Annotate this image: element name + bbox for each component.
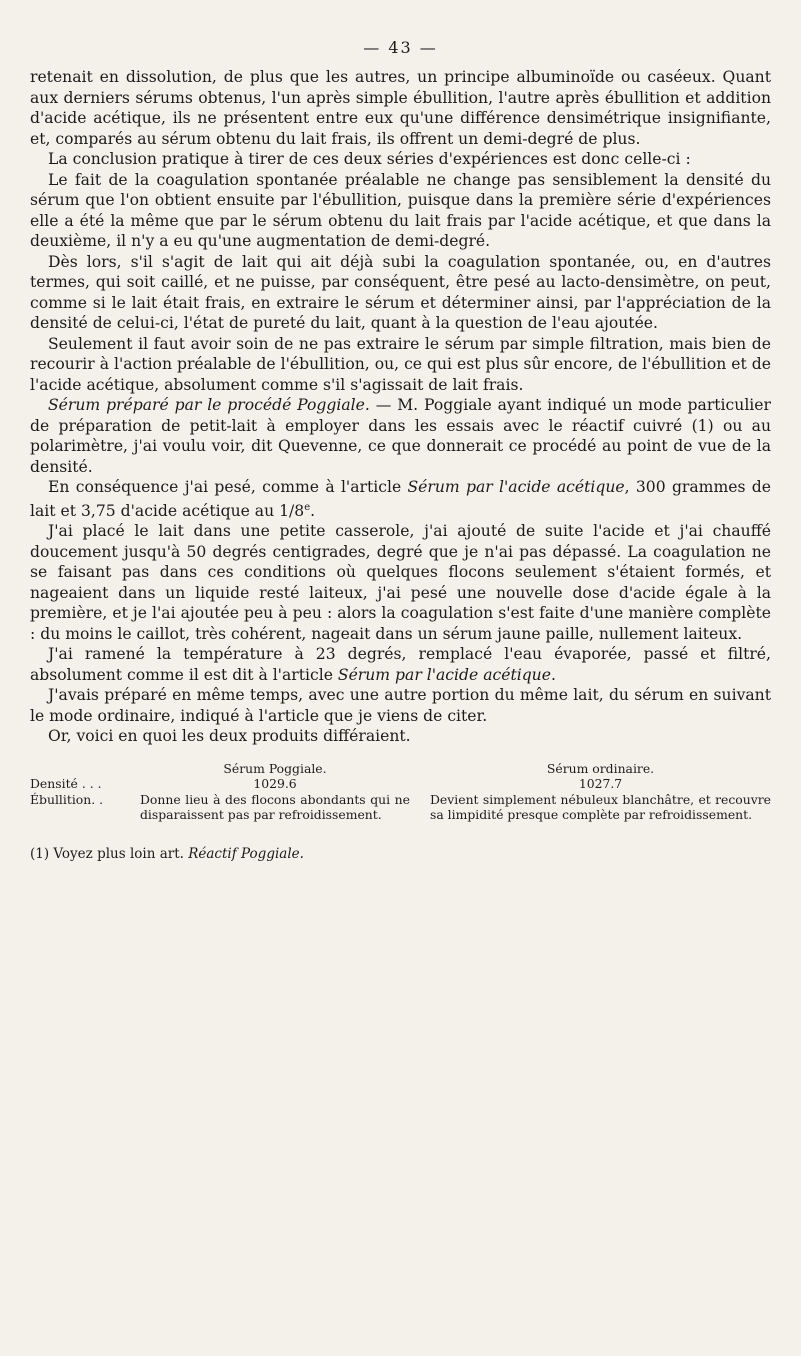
paragraph-consequence — [30, 477, 771, 521]
consequence-text-2: , 300 grammes de lait et 3,75 d'acide acétique au 1/8 — [30, 478, 771, 520]
ramene-text-1: J'ai ramené la température à 23 degrés, remplacé l'eau évaporée, passé et filtré, absolument comme il est dit à l'article — [30, 645, 771, 684]
superscript: e — [304, 501, 311, 513]
paragraph-casserole: J'ai placé le lait dans une petite casserole, j'ai ajouté de suite l'acide et j'ai chauffé doucement jusqu'à 50 degrés centigrades, degré que je n'ai pas dépassé. La coagulation ne se faisant pas dans ces conditions où quelques flocons seulement s'étaient formés, et nageaient dans un liquide resté laiteux, j'ai pesé une nouvelle dose d'acide égale à la première, et je l'ai ajoutée peu à peu : alors la coagulation s'est faite d'une manière complète : du moins le caillot, très cohérent, nageait dans un sérum jaune paille, nullement laiteux. — [30, 522, 771, 643]
column-header-serum-ordinaire: Sérum ordinaire. — [546, 760, 655, 776]
body-text — [30, 67, 771, 747]
footnote — [30, 845, 771, 863]
table-row — [30, 792, 771, 823]
footnote-reference[interactable]: (1) — [691, 416, 714, 435]
footnote-reference-title: Réactif Poggiale. — [188, 845, 304, 862]
row-label-ebullition: Ébullition. . — [30, 791, 104, 807]
paragraph-poggiale — [30, 395, 771, 477]
section-heading-poggiale: Sérum préparé par le procédé Poggiale. — [48, 396, 370, 414]
paragraph-lait-caille: Dès lors, s'il s'agit de lait qui ait déjà subi la coagulation spontanée, ou, en d'autres termes, qui soit caillé, et ne puisse, par conséquent, être pesé au lacto-densimètre, on peut, comme si le lait était frais, en extraire le sérum et déterminer ainsi, par l'appréciation de la densité de celui-ci, l'état de pureté du lait, quant à la question de l'eau ajoutée. — [30, 252, 771, 332]
paragraph-continuation: retenait en dissolution, de plus que les autres, un principe albuminoïde ou caséeux. Quant aux derniers sérums obtenus, l'un après simple ébullition, l'autre après ébullition et addition d'acide acétique, ils ne présentent entre eux qu'une différence densimétrique insignifiante, et, comparés au sérum obtenu du lait frais, ils offrent un demi-degré de plus. — [30, 68, 771, 148]
footnote-marker: (1) — [30, 845, 50, 862]
article-reference: Sérum par l'acide acétique — [407, 478, 625, 496]
cell-densite-poggiale: 1029.6 — [253, 776, 297, 792]
paragraph-filtration: Seulement il faut avoir soin de ne pas extraire le sérum par simple filtration, mais bien de recourir à l'action préalable de l'ébullition, ou, ce qui est plus sûr encore, de l'ébullition et de l'acide acétique, absolument comme s'il s'agissait de lait frais. — [30, 334, 771, 394]
page-number: — 43 — — [363, 38, 438, 57]
paragraph-serum-ordinaire: J'avais préparé en même temps, avec une autre portion du même lait, du sérum en suivant le mode ordinaire, indiqué à l'article que je viens de citer. — [30, 686, 771, 725]
cell-densite-ordinaire: 1027.7 — [578, 776, 623, 792]
consequence-text-3: . — [310, 501, 316, 520]
paragraph-temperature — [30, 644, 771, 685]
poggiale-text-1: — M. Poggiale ayant indiqué un mode particulier de préparation de petit-lait à employer dans les essais avec le réactif cuivré — [30, 396, 771, 435]
poggiale-text-2: ou au polarimètre, j'ai voulu voir, dit Quevenne, ce que donnerait ce procédé au point de vue de la densité. — [30, 416, 771, 476]
paragraph-coagulation: Le fait de la coagulation spontanée préalable ne change pas sensiblement la densité du sérum que l'on obtient ensuite par l'ébullition, puisque dans la première série d'expériences elle a été la même que par le sérum obtenu du lait frais par l'acide acétique, et que dans la deuxième, il n'y a eu qu'une augmentation de demi-degré. — [30, 170, 771, 250]
column-header-serum-poggiale: Sérum Poggiale. — [223, 760, 327, 776]
table-row — [30, 776, 771, 792]
table-header-blank — [30, 761, 140, 777]
cell-ebullition-ordinaire: Devient simplement nébuleux blanchâtre, et recouvre sa limpidité presque complète par refroidissement. — [430, 791, 771, 823]
paragraph-conclusion-intro: La conclusion pratique à tirer de ces deux séries d'expériences est donc celle-ci : — [48, 150, 691, 168]
cell-ebullition-poggiale: Donne lieu à des flocons abondants qui ne disparaissent pas par refroidissement. — [140, 791, 410, 823]
paragraph-difference: Or, voici en quoi les deux produits différaient. — [48, 727, 411, 746]
table-header-row — [30, 761, 771, 777]
ramene-text-2: . — [550, 665, 556, 684]
row-label-densite: Densité . . . — [30, 776, 102, 792]
article-reference: Sérum par l'acide acétique — [337, 665, 551, 684]
comparison-table — [30, 761, 771, 823]
footnote-text: Voyez plus loin art. — [49, 845, 189, 862]
consequence-text-1: En conséquence j'ai pesé, comme à l'article — [48, 478, 408, 496]
